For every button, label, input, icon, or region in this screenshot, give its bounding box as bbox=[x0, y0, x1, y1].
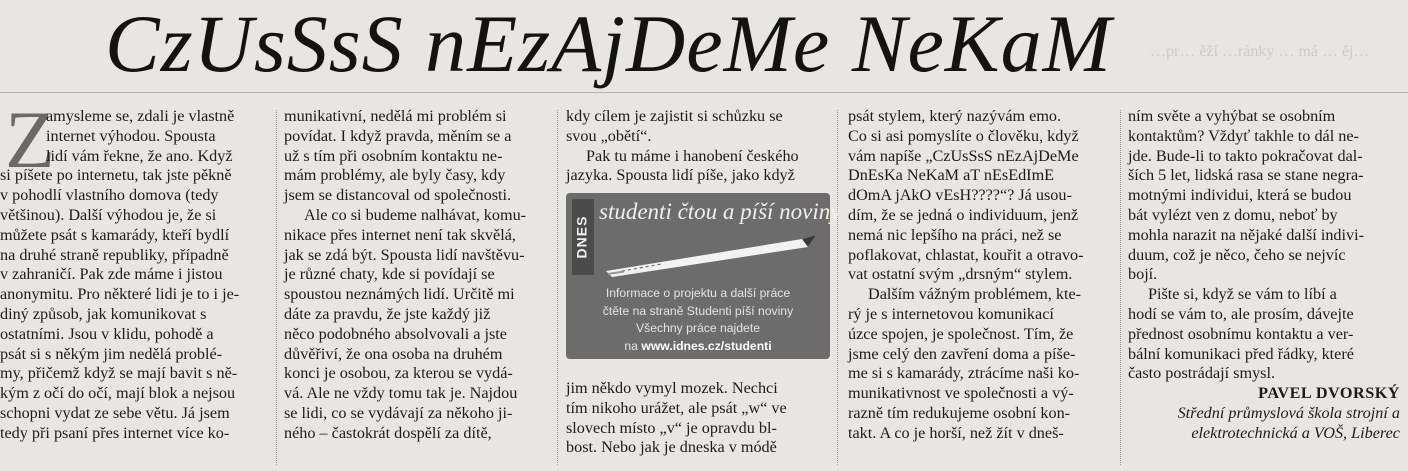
text-line: Pak tu máme i hanobení českého bbox=[586, 146, 799, 165]
article-column-2 bbox=[284, 107, 546, 444]
text-line: ním světe a vyhýbat se osobním bbox=[1128, 107, 1336, 125]
promo-link-line bbox=[566, 338, 830, 356]
text-line: povídat. I když pravda, měním se a bbox=[284, 126, 512, 145]
text-line: rý je s internetovou komunikací bbox=[848, 304, 1054, 323]
promo-line: Všechny práce najdete bbox=[636, 321, 760, 335]
text-line: přednost osobnímu kontaktu a ver- bbox=[1128, 324, 1354, 343]
text-line: Co si asi pomyslíte o člověku, když bbox=[848, 126, 1079, 145]
text-line: svou „obětí“. bbox=[566, 126, 652, 145]
text-line: Pište si, když se vám to líbí a bbox=[1148, 285, 1337, 304]
text-line: DnEsKa NeKaM aT nEsEdImE bbox=[848, 166, 1055, 185]
text-line: anonymitu. Pro některé lidi je to i je- bbox=[0, 285, 240, 304]
text-line: duum, což je něco, čeho se nejvíc bbox=[1128, 245, 1346, 264]
pencil-icon bbox=[602, 233, 822, 277]
column-separator bbox=[1120, 110, 1121, 465]
article-column-5 bbox=[1128, 107, 1400, 444]
text-line: dáte za pravdu, že jste každý již bbox=[284, 304, 491, 323]
text-line: Dalším vážným problémem, kte- bbox=[868, 285, 1082, 304]
text-line: vám napíše „CzUsSsS nEzAjDeMe bbox=[848, 146, 1079, 165]
text-line: se lidi, co se vydávají za někoho ji- bbox=[284, 403, 513, 422]
promo-title: studenti čtou a píší noviny bbox=[599, 199, 841, 224]
article-column-1 bbox=[0, 107, 262, 444]
text-line: ného – častokrát dospělí za dítě, bbox=[284, 423, 492, 442]
column-separator bbox=[276, 110, 277, 465]
text-line: diný způsob, jak komunikovat s bbox=[0, 304, 207, 323]
text-line: jsme celý den zavření doma a píše- bbox=[848, 344, 1076, 363]
text-line: bojí. bbox=[1128, 265, 1158, 284]
top-rule bbox=[0, 92, 1408, 93]
dnes-logo-text: DNES bbox=[573, 215, 590, 259]
text-line: kontaktům? Vždyť takhle to dál ne- bbox=[1128, 126, 1359, 145]
article-column-3-bottom bbox=[566, 379, 828, 458]
text-line: důvěřiví, že ona osoba na druhém bbox=[284, 344, 503, 363]
text-line: většinou). Další výhodou je, že si bbox=[0, 205, 217, 224]
text-line: v pohodlí vlastního domova (tedy bbox=[0, 186, 219, 205]
text-line: bát vylézt ven z domu, neboť by bbox=[1128, 205, 1338, 224]
bleed-line: …pr… ěží …ránky … má … ěj… bbox=[1150, 43, 1370, 60]
text-line: nikace přes internet není tak skvělá, bbox=[284, 225, 516, 244]
text-line: kým z očí do očí, mají blok a nejsou bbox=[0, 384, 236, 403]
promo-line: čtěte na straně Studenti píší noviny bbox=[602, 303, 794, 318]
promo-line: Informace o projektu a další práce bbox=[605, 286, 791, 300]
column-separator bbox=[557, 110, 558, 465]
text-line: tedy při psaní přes internet více ko- bbox=[0, 423, 230, 442]
text-line: je různé chaty, kde si povídají se bbox=[284, 265, 495, 284]
text-line: úzce spojen, je společnost. Tím, že bbox=[848, 324, 1074, 343]
text-line: už s tím při osobním kontaktu ne- bbox=[284, 146, 503, 165]
promo-link-prefix: na bbox=[624, 338, 642, 353]
text-line: něco podobného absolvovali a jste bbox=[284, 324, 507, 343]
column-separator bbox=[837, 110, 838, 465]
article-column-3-top bbox=[566, 107, 828, 186]
text-line: bální komunikaci před řádky, které bbox=[1128, 344, 1354, 363]
text-line: psát si s někým jim nedělá problé- bbox=[0, 344, 223, 363]
bleed-through-text bbox=[1150, 2, 1405, 82]
text-line: kdy cílem je zajistit si schůzku se bbox=[566, 107, 783, 125]
text-line: lidí vám řekne, že ano. Když bbox=[46, 146, 233, 165]
text-line: poflakovat, chlastat, kouřit a otravo- bbox=[848, 245, 1084, 264]
text-line: mám problémy, ale byly časy, kdy bbox=[284, 166, 506, 185]
dnes-logo bbox=[572, 199, 594, 275]
promo-link[interactable]: www.idnes.cz/studenti bbox=[641, 338, 772, 353]
text-line: můžete psát s kamarády, kteří bydlí bbox=[0, 225, 230, 244]
text-line: munikativní, nedělá mi problém si bbox=[284, 107, 507, 125]
text-line: my, přičemž když se mají bavit s ně- bbox=[0, 364, 238, 383]
text-line: internet výhodou. Spousta bbox=[46, 126, 216, 145]
promo-box bbox=[566, 193, 841, 359]
text-line: jsem se distancoval od společnosti. bbox=[284, 186, 512, 205]
text-line: Ale co si budeme nalhávat, komu- bbox=[304, 205, 527, 224]
text-line: razně tím redukujeme osobní kon- bbox=[848, 403, 1071, 422]
promo-text bbox=[566, 285, 830, 355]
text-line: vat ostatní svým „drsným“ stylem. bbox=[848, 265, 1073, 284]
text-line: me si s kamarády, ztrácíme naši ko- bbox=[848, 364, 1080, 383]
text-line: si píšete po internetu, tak jste pěkně bbox=[0, 166, 232, 185]
text-line: slovech místo „v“ je opravdu bl- bbox=[566, 418, 777, 437]
text-line: psát stylem, který nazývám emo. bbox=[848, 107, 1062, 125]
text-line: dím, že se jedná o individuum, jenž bbox=[848, 205, 1079, 224]
text-line: schopni vydat ze sebe větu. Já jsem bbox=[0, 403, 230, 422]
author-name: PAVEL DVORSKÝ bbox=[1258, 384, 1400, 403]
text-line: jazyka. Spousta lidí píše, jako když bbox=[566, 166, 795, 185]
text-line: mohla narazit na nějaké další indivi- bbox=[1128, 225, 1364, 244]
text-line: tím nikoho urážet, ale psát „w“ ve bbox=[566, 398, 787, 417]
text-line: jak se zdá být. Spousta lidí navštěvu- bbox=[284, 245, 525, 264]
text-line: nemá nic lepšího na práci, než se bbox=[848, 225, 1062, 244]
text-line: často postrádají smysl. bbox=[1128, 364, 1276, 383]
text-line: munikativnost ve společnosti a vý- bbox=[848, 384, 1074, 403]
text-line: amysleme se, zdali je vlastně bbox=[46, 107, 235, 125]
school-line: Střední průmyslová škola strojní a bbox=[1177, 403, 1400, 422]
headline: CzUsSsS nEzAjDeMe NeKaM bbox=[105, 0, 1112, 89]
text-line: jim někdo vymyl mozek. Nechci bbox=[566, 379, 778, 397]
text-line: bost. Nebo jak je dneska v módě bbox=[566, 438, 777, 457]
text-line: jde. Bude-li to takto pokračovat dal- bbox=[1128, 146, 1363, 165]
school-line: elektrotechnická a VOŠ, Liberec bbox=[1191, 423, 1400, 442]
text-line: takt. A co je horší, než žít v dneš- bbox=[848, 423, 1064, 442]
text-line: hodí se vám to, ale prosím, dávejte bbox=[1128, 304, 1354, 323]
text-line: na druhé straně republiky, případně bbox=[0, 245, 229, 264]
text-line: dOmA jAkO vEsH????“? Já usou- bbox=[848, 186, 1072, 205]
text-line: v zahraničí. Pak zde máme i jistou bbox=[0, 265, 223, 284]
text-line: motnými individui, která se budou bbox=[1128, 186, 1352, 205]
text-line: konci je osobou, za kterou se vydá- bbox=[284, 364, 513, 383]
drop-cap: Z bbox=[5, 94, 56, 185]
text-line: vá. Ale ne vždy tomu tak je. Najdou bbox=[284, 384, 518, 403]
article-column-4 bbox=[848, 107, 1110, 444]
text-line: ších 5 let, lidská rasa se stane negra- bbox=[1128, 166, 1364, 185]
text-line: spoustou neznámých lidí. Určitě mi bbox=[284, 285, 515, 304]
text-line: ostatními. Jsou v klidu, pohodě a bbox=[0, 324, 214, 343]
